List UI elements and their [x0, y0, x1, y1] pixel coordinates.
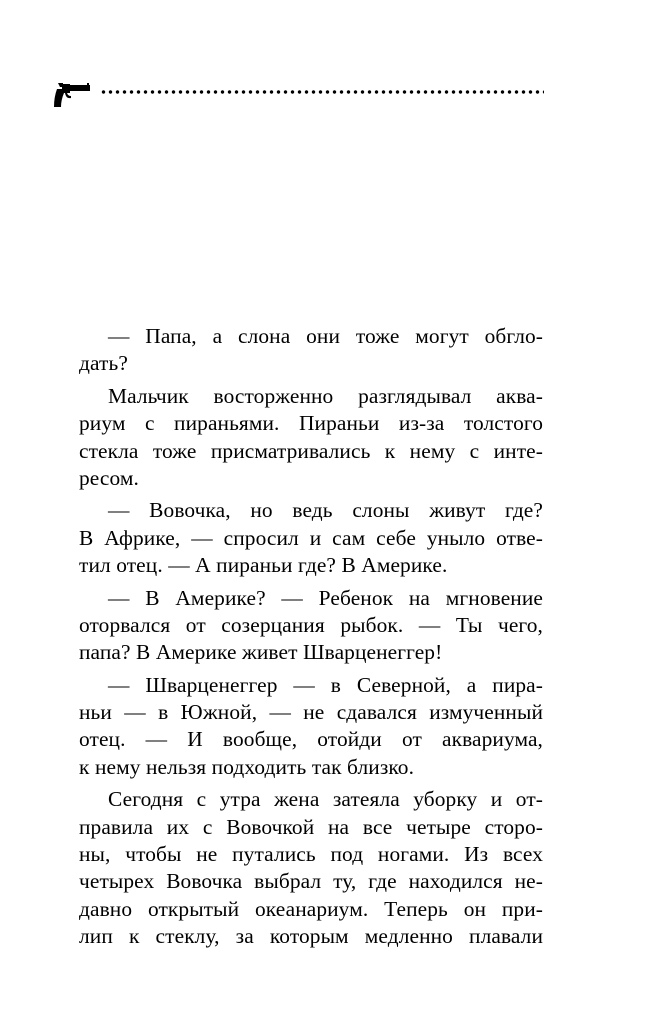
text-line: — Шварценеггер — в Северной, а пира- [108, 672, 543, 697]
text-line: — Папа, а слона они тоже могут обгло- [108, 324, 543, 348]
text-line: правила их с Вовочкой на все четыре сторо- [79, 814, 543, 839]
paragraph-1 [79, 323, 543, 378]
text-line: оторвался от созерцания рыбок. — Ты чего, [79, 612, 543, 637]
text-line: Сегодня с утра жена затеяла уборку и от- [108, 787, 543, 812]
paragraph-4 [79, 585, 543, 667]
text-line: лип к стеклу, за которым медленно плавали [79, 924, 543, 949]
paragraph-3 [79, 497, 543, 579]
paragraph-2 [79, 383, 543, 493]
text-line: — В Америке? — Ребенок на мгновение [108, 585, 543, 610]
text-line: В Африке, — спросил и сам себе уныло отве- [79, 525, 543, 550]
text-line: давно открытый океанариум. Теперь он при- [79, 896, 543, 921]
text-line: папа? В Америке живет Шварценеггер! [79, 640, 443, 665]
page-header-ornament [54, 80, 544, 108]
paragraph-5 [79, 672, 543, 782]
text-line: к нему нельзя подходить так близко. [79, 754, 415, 779]
dotted-rule [100, 89, 544, 95]
body-text [79, 323, 543, 951]
text-line: четырех Вовочка выбрал ту, где находился не- [79, 869, 543, 894]
text-line: риум с пираньями. Пираньи из-за толстого [79, 411, 543, 436]
revolver-icon [54, 80, 92, 108]
text-line: ресом. [79, 465, 139, 490]
text-line: дать? [79, 351, 128, 376]
text-line: тил отец. — А пираньи где? В Америке. [79, 553, 448, 578]
text-line: ньи — в Южной, — не сдавался измученный [79, 700, 543, 725]
text-line: стекла тоже присматривались к нему с инте- [79, 438, 543, 463]
paragraph-6 [79, 786, 543, 950]
text-line: — Вовочка, но ведь слоны живут где? [108, 498, 543, 523]
text-line: Мальчик восторженно разглядывал аква- [108, 383, 543, 408]
text-line: отец. — И вообще, отойди от аквариума, [79, 727, 543, 752]
text-line: ны, чтобы не путались под ногами. Из всех [79, 842, 543, 867]
